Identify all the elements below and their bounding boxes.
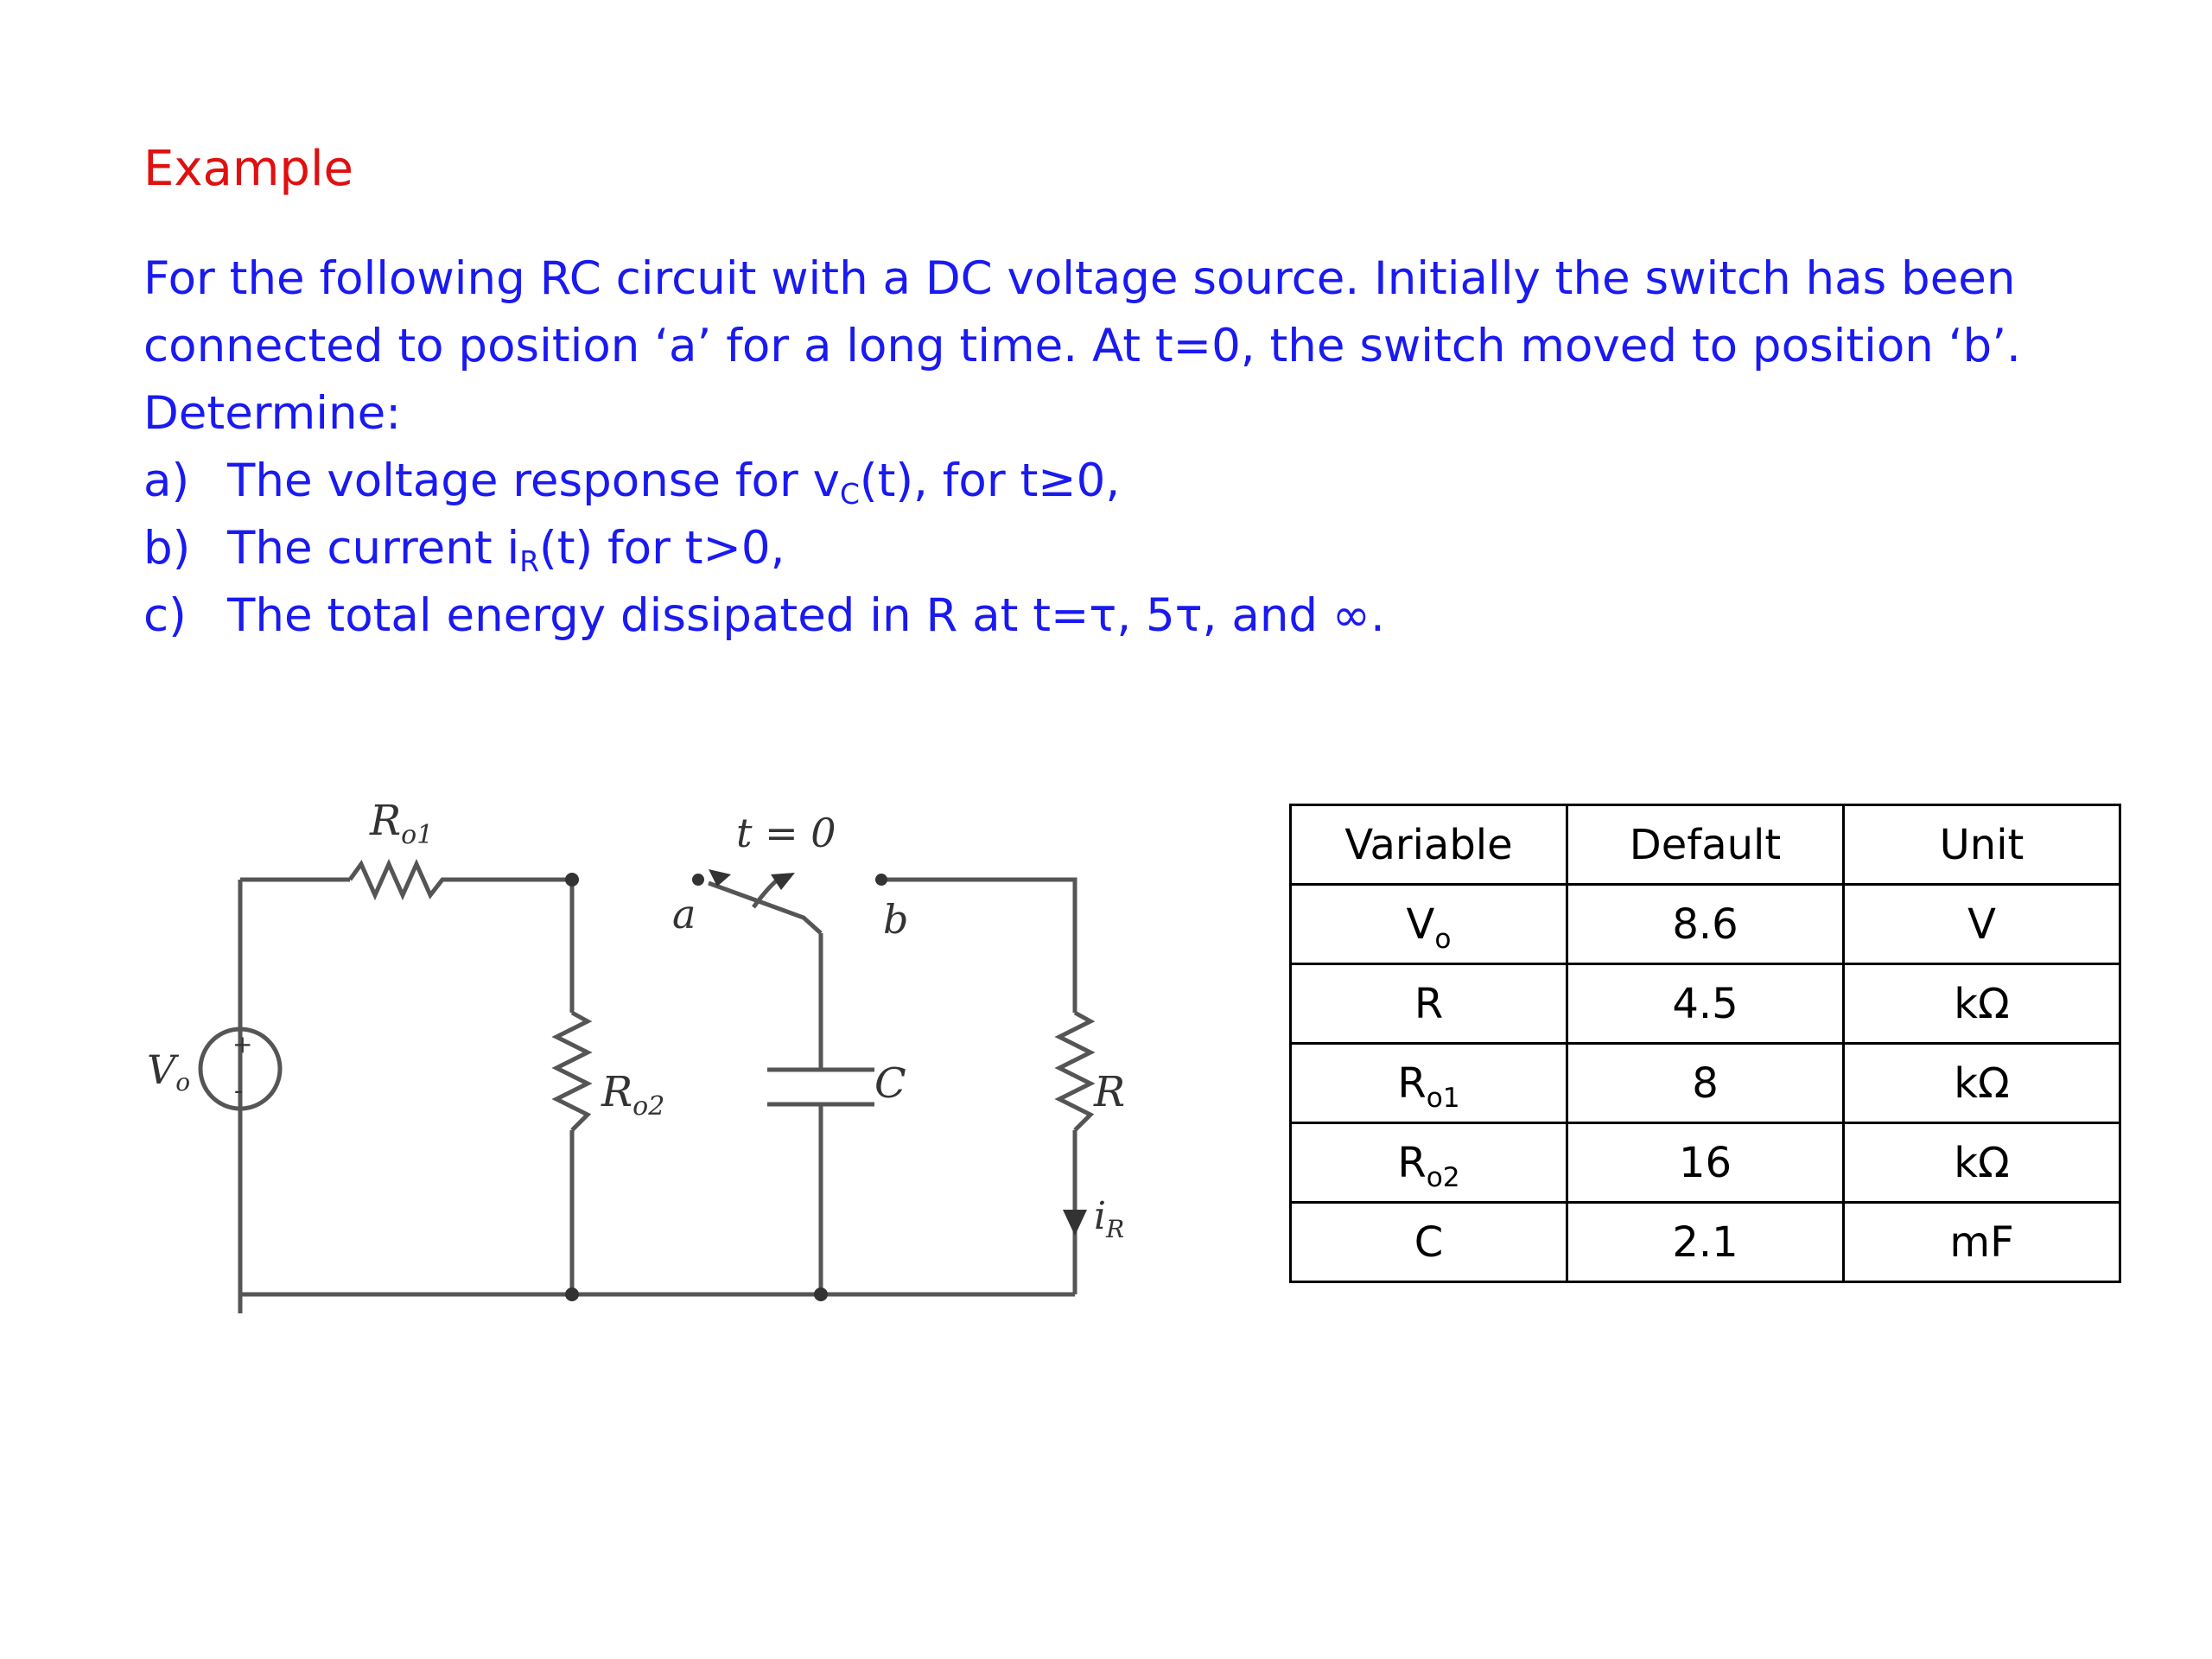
question-text: The total energy dissipated in R at t=τ, 5τ, and ∞. [227, 589, 1385, 642]
b-terminal-wire [881, 880, 1075, 1294]
resistor-r [1059, 1013, 1090, 1130]
current-arrow-ir [1063, 1210, 1087, 1236]
unit-cell: kΩ [1844, 1123, 2120, 1203]
label-position-a: a [672, 891, 696, 938]
label-capacitor: C [874, 1059, 906, 1108]
column-header-variable: Variable [1291, 805, 1567, 885]
default-cell: 16 [1567, 1123, 1844, 1203]
column-header-unit: Unit [1844, 805, 2120, 885]
table-row [1291, 885, 2120, 964]
column-header-default: Default [1567, 805, 1844, 885]
unit-cell: kΩ [1844, 964, 2120, 1044]
question-list [143, 448, 2096, 650]
variable-cell: C [1291, 1203, 1567, 1282]
question-text-end: (t), for t≥0, [859, 454, 1121, 507]
label-current-ir: $i_R$ [1094, 1194, 1125, 1243]
question-letter: c) [143, 589, 187, 642]
node-bottom-left [565, 1287, 579, 1301]
switch-terminal-a [692, 874, 704, 886]
node-bottom-center [814, 1287, 828, 1301]
label-ro1: $R_{o1}$ [370, 797, 434, 850]
question-subscript: C [839, 477, 860, 512]
table-row [1291, 1123, 2120, 1203]
table-row [1291, 964, 2120, 1044]
variable-cell: $R_{o2}$ [1291, 1123, 1567, 1203]
unit-cell: mF [1844, 1203, 2120, 1282]
question-text: The voltage response for v [227, 454, 840, 507]
question-text: The current i [227, 522, 520, 575]
example-heading: Example [143, 141, 353, 197]
variable-cell: R [1291, 964, 1567, 1044]
parameter-table [1289, 804, 2121, 1283]
unit-cell: V [1844, 885, 2120, 964]
voltage-source-minus: - [234, 1076, 244, 1106]
resistor-ro2 [556, 1013, 588, 1130]
label-resistor-r: R [1094, 1068, 1126, 1116]
problem-statement [143, 245, 2096, 650]
default-cell: 2.1 [1567, 1203, 1844, 1282]
question-letter: a) [143, 454, 190, 507]
label-voltage-source: Vo [147, 1046, 191, 1096]
rc-circuit-diagram [121, 778, 1158, 1313]
table-header-row [1291, 805, 2120, 885]
question-c [143, 582, 2096, 650]
variable-cell: $V_o$ [1291, 885, 1567, 964]
default-cell: 8 [1567, 1044, 1844, 1123]
unit-cell: kΩ [1844, 1044, 2120, 1123]
default-cell: 8.6 [1567, 885, 1844, 964]
question-letter: b) [143, 522, 191, 575]
table-row [1291, 1044, 2120, 1123]
node-top [565, 873, 579, 887]
problem-intro: For the following RC circuit with a DC voltage source. Initially the switch has been connected to position ‘a’ for a long time. At t=0, the switch moved to position ‘b’. Determine: [143, 252, 2021, 440]
question-b [143, 515, 2096, 582]
label-switch-time: t = 0 [736, 810, 836, 856]
label-ro2: $R_{o2}$ [601, 1068, 665, 1122]
voltage-source-plus: + [232, 1030, 253, 1058]
table-row [1291, 1203, 2120, 1282]
question-subscript: R [519, 544, 540, 579]
label-position-b: b [883, 896, 909, 943]
variable-cell: $R_{o1}$ [1291, 1044, 1567, 1123]
question-a [143, 448, 2096, 515]
default-cell: 4.5 [1567, 964, 1844, 1044]
switch-terminal-b [875, 874, 887, 886]
resistor-ro1 [350, 864, 452, 895]
top-left-wire [240, 880, 350, 1313]
question-text-end: (t) for t>0, [539, 522, 785, 575]
